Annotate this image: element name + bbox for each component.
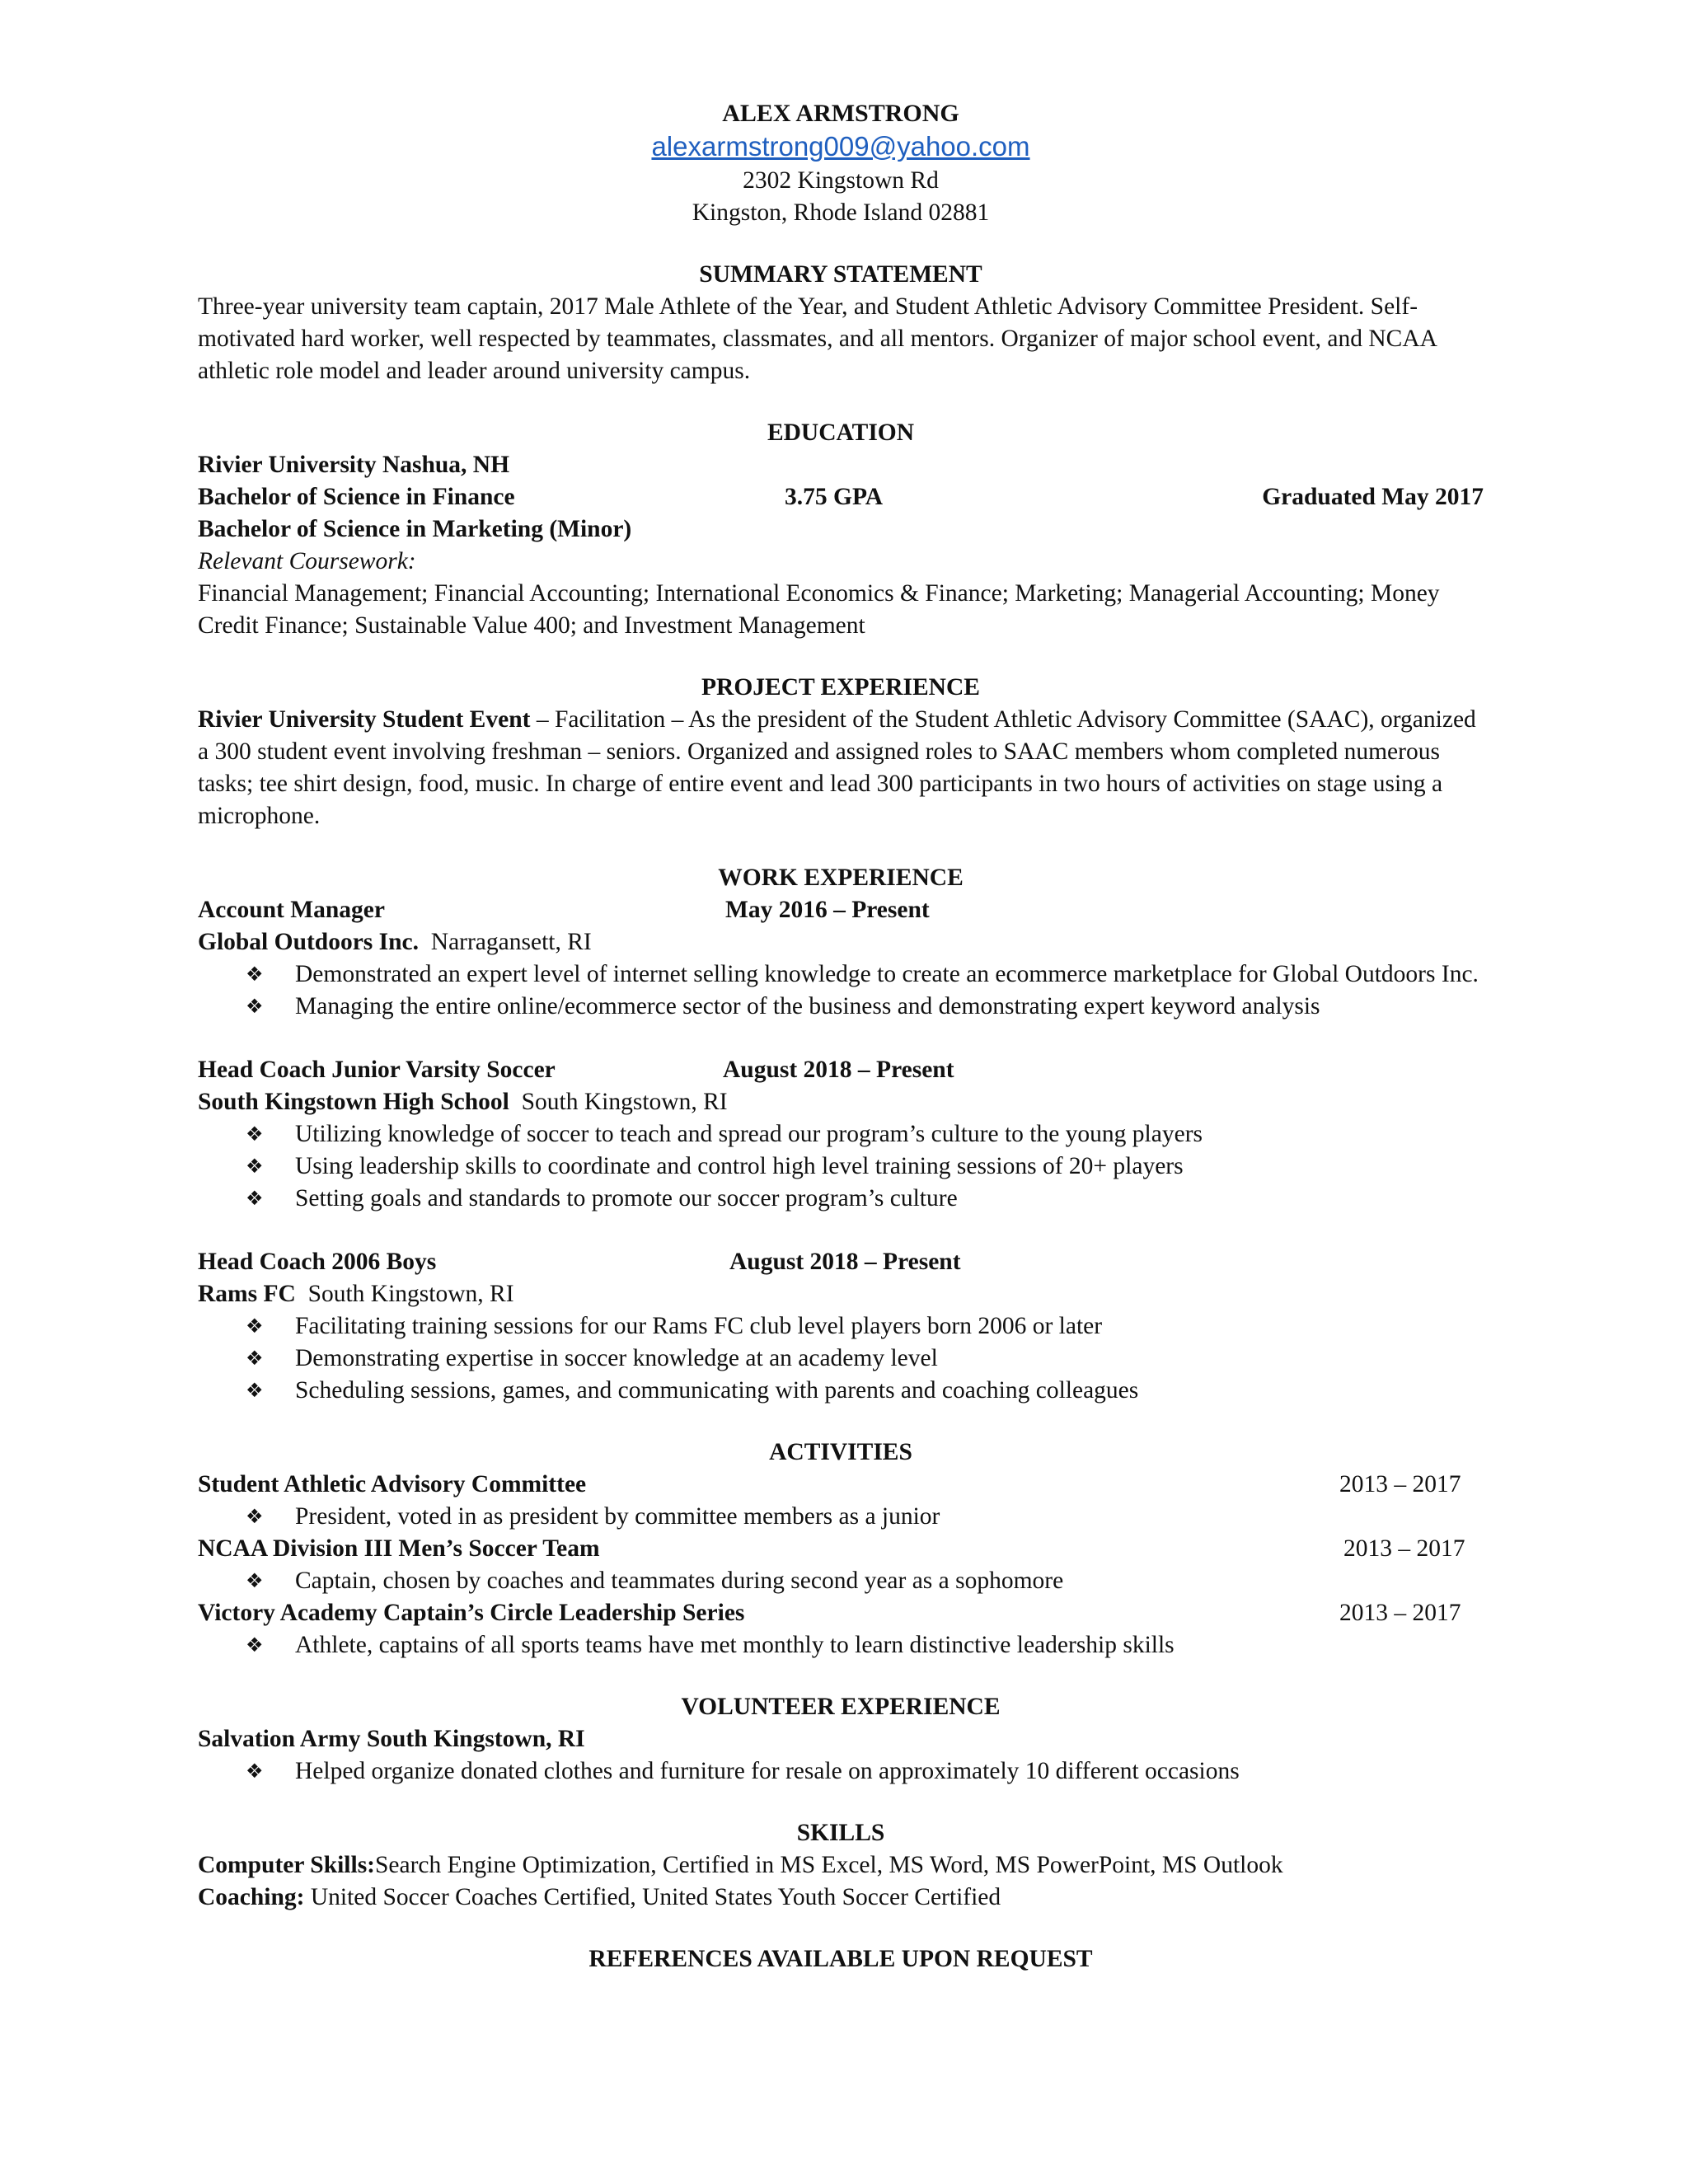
resume-header <box>198 97 1484 229</box>
job-entry <box>198 1054 1484 1215</box>
activity-row <box>198 1533 1484 1565</box>
bullet-icon: ❖ <box>246 1187 264 1210</box>
bullet-icon: ❖ <box>246 1505 264 1528</box>
bullet-icon: ❖ <box>246 963 264 986</box>
job-header <box>198 1246 1484 1278</box>
activity-dates: 2013 – 2017 <box>1339 1471 1461 1497</box>
activity-bullets <box>198 1629 1484 1661</box>
volunteer-title: VOLUNTEER EXPERIENCE <box>681 1694 1001 1720</box>
references-note: REFERENCES AVAILABLE UPON REQUEST <box>588 1946 1093 1972</box>
activity-bullets <box>198 1565 1484 1597</box>
gpa: 3.75 GPA <box>785 484 884 510</box>
work-title: WORK EXPERIENCE <box>718 865 964 891</box>
job-location: South Kingstown, RI <box>307 1281 514 1307</box>
job-role: Account Manager <box>198 897 385 923</box>
job-employer-line <box>198 926 1484 958</box>
list-item: ❖ President, voted in as president by committee members as a junior <box>198 1501 1484 1533</box>
summary-title: SUMMARY STATEMENT <box>699 261 982 288</box>
education-title: EDUCATION <box>767 419 915 446</box>
school-name: Rivier University Nashua, NH <box>198 452 510 478</box>
coaching-label: Coaching: <box>198 1884 305 1910</box>
bullet-icon: ❖ <box>246 1122 264 1146</box>
list-item: ❖ Athlete, captains of all sports teams have met monthly to learn distinctive leadership skills <box>198 1629 1484 1661</box>
resume-page <box>198 97 1484 1975</box>
list-item: ❖ Demonstrating expertise in soccer knowledge at an academy level <box>198 1343 1484 1375</box>
activity-row <box>198 1597 1484 1629</box>
list-item: ❖ Helped organize donated clothes and furniture for resale on approximately 10 different occasions <box>198 1755 1484 1788</box>
job-header <box>198 894 1484 926</box>
project-lead: Rivier University Student Event <box>198 706 531 733</box>
summary-text: Three-year university team captain, 2017 Male Athlete of the Year, and Student Athletic Advisory Committee President. Self-motivated hard worker, well respected by teammates, classmates, and all mentors. Organizer of major school event, and NCAA athletic role model and leader around university campus. <box>198 293 1437 384</box>
project-title: PROJECT EXPERIENCE <box>701 674 980 701</box>
list-item: ❖ Using leadership skills to coordinate and control high level training sessions of 20+ players <box>198 1151 1484 1183</box>
graduated-date: Graduated May 2017 <box>1262 484 1484 510</box>
degree-row <box>198 481 1484 513</box>
activities-title: ACTIVITIES <box>769 1439 912 1465</box>
email-link[interactable]: alexarmstrong009@yahoo.com <box>651 131 1030 162</box>
job-employer-line <box>198 1086 1484 1118</box>
job-employer: Global Outdoors Inc. <box>198 929 420 955</box>
activity-dates: 2013 – 2017 <box>1339 1600 1461 1626</box>
coursework-text: Financial Management; Financial Accounting; International Economics & Finance; Marketing; Managerial Accounting; Money Credit Finance; Sustainable Value 400; and Investment Management <box>198 580 1440 639</box>
coaching-skills: United Soccer Coaches Certified, United States Youth Soccer Certified <box>304 1884 1001 1910</box>
activity-name: Student Athletic Advisory Committee <box>198 1471 587 1497</box>
job-location: Narragansett, RI <box>430 929 592 955</box>
coaching-line <box>198 1882 1484 1914</box>
job-bullets <box>198 1310 1484 1407</box>
computer-skills-label: Computer Skills: <box>198 1852 375 1878</box>
bullet-icon: ❖ <box>246 1315 264 1338</box>
project-description: – Facilitation – As the president of the Student Athletic Advisory Committee (SAAC), organized a 300 student event involving freshman – seniors. Organized and assigned roles to SAAC members whom completed numerous tasks; tee shirt design, food, music. In charge of entire event and lead 300 participants in two hours of activities on stage using a microphone. <box>198 706 1476 829</box>
job-entry <box>198 894 1484 1023</box>
computer-skills: Search Engine Optimization, Certified in MS Excel, MS Word, MS PowerPoint, MS Outlook <box>375 1852 1283 1878</box>
computer-skills-line <box>198 1849 1484 1882</box>
volunteer-org: Salvation Army South Kingstown, RI <box>198 1726 585 1752</box>
bullet-icon: ❖ <box>246 1379 264 1402</box>
job-dates: May 2016 – Present <box>725 897 930 923</box>
job-employer: South Kingstown High School <box>198 1089 509 1115</box>
bullet-icon: ❖ <box>246 995 264 1018</box>
degree-marketing: Bachelor of Science in Marketing (Minor) <box>198 516 632 542</box>
list-item: ❖ Captain, chosen by coaches and teammates during second year as a sophomore <box>198 1565 1484 1597</box>
list-item: ❖ Demonstrated an expert level of internet selling knowledge to create an ecommerce marketplace for Global Outdoors Inc. <box>198 958 1484 991</box>
list-item: ❖ Managing the entire online/ecommerce sector of the business and demonstrating expert keyword analysis <box>198 991 1484 1023</box>
degree-finance: Bachelor of Science in Finance <box>198 484 515 510</box>
list-item: ❖ Facilitating training sessions for our Rams FC club level players born 2006 or later <box>198 1310 1484 1343</box>
bullet-icon: ❖ <box>246 1760 264 1783</box>
job-entry <box>198 1246 1484 1407</box>
bullet-icon: ❖ <box>246 1155 264 1178</box>
activity-bullets <box>198 1501 1484 1533</box>
bullet-icon: ❖ <box>246 1347 264 1370</box>
activity-name: NCAA Division III Men’s Soccer Team <box>198 1535 600 1562</box>
list-item: ❖ Scheduling sessions, games, and communicating with parents and coaching colleagues <box>198 1375 1484 1407</box>
job-employer: Rams FC <box>198 1281 296 1307</box>
list-item: ❖ Setting goals and standards to promote our soccer program’s culture <box>198 1183 1484 1215</box>
job-header <box>198 1054 1484 1086</box>
activity-name: Victory Academy Captain’s Circle Leadership Series <box>198 1600 745 1626</box>
project-text <box>198 704 1484 832</box>
job-employer-line <box>198 1278 1484 1310</box>
job-location: South Kingstown, RI <box>521 1089 728 1115</box>
bullet-icon: ❖ <box>246 1569 264 1592</box>
activity-row <box>198 1469 1484 1501</box>
bullet-icon: ❖ <box>246 1633 264 1657</box>
address-line-1: 2302 Kingstown Rd <box>743 167 939 194</box>
job-bullets <box>198 1118 1484 1215</box>
job-dates: August 2018 – Present <box>729 1249 961 1275</box>
list-item: ❖ Utilizing knowledge of soccer to teach and spread our program’s culture to the young players <box>198 1118 1484 1151</box>
candidate-name: ALEX ARMSTRONG <box>722 100 959 127</box>
activity-dates: 2013 – 2017 <box>1343 1535 1465 1562</box>
volunteer-bullets <box>198 1755 1484 1788</box>
job-role: Head Coach Junior Varsity Soccer <box>198 1057 556 1083</box>
job-role: Head Coach 2006 Boys <box>198 1249 437 1275</box>
coursework-label: Relevant Coursework: <box>198 548 416 574</box>
job-dates: August 2018 – Present <box>723 1057 954 1083</box>
job-bullets <box>198 958 1484 1023</box>
skills-title: SKILLS <box>796 1820 885 1846</box>
address-line-2: Kingston, Rhode Island 02881 <box>692 199 990 226</box>
